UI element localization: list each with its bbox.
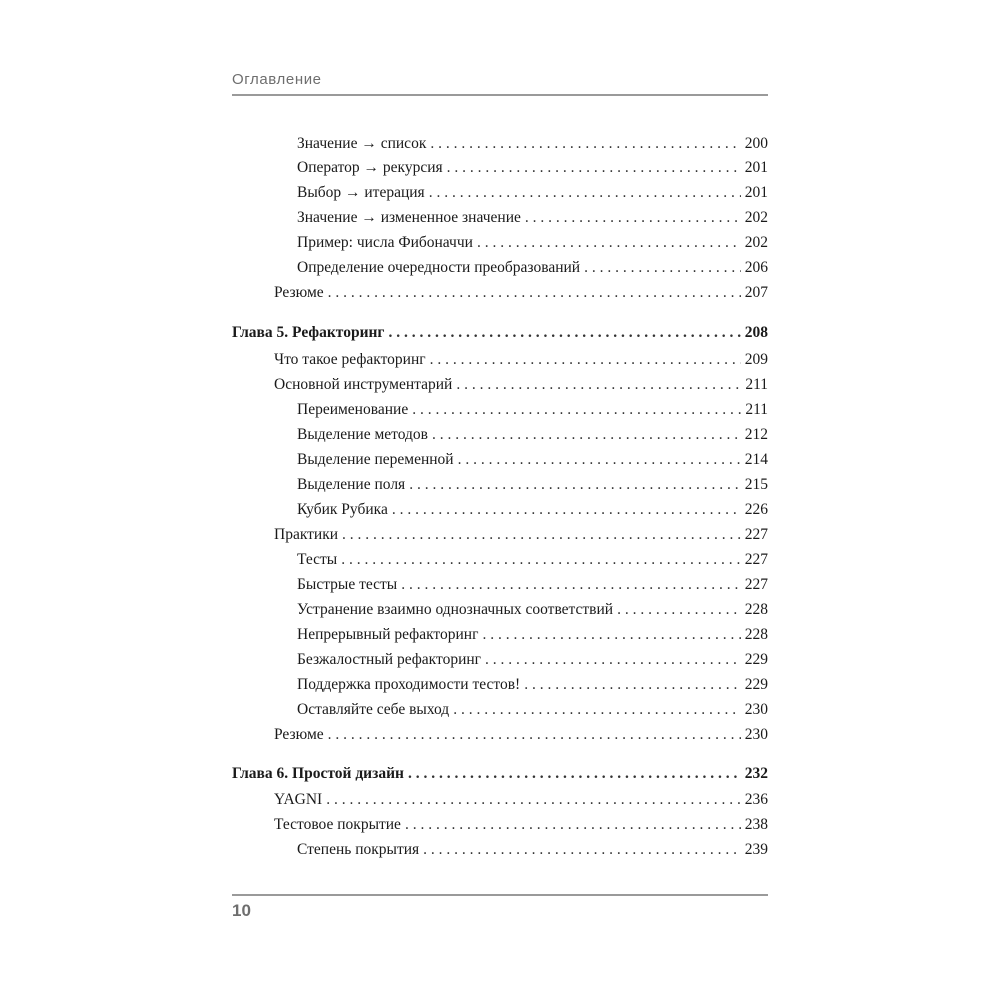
toc-entry-title: Тестовое покрытие <box>274 816 401 833</box>
toc-entry-title: Выделение поля <box>297 476 406 493</box>
toc-chapter-page: 232 <box>744 765 768 782</box>
toc-entry-page: 238 <box>744 816 768 833</box>
dot-leader <box>430 349 741 371</box>
toc-entry-page: 227 <box>744 576 768 593</box>
toc-entry-page: 201 <box>744 159 768 176</box>
dot-leader <box>388 322 740 344</box>
dot-leader <box>328 724 741 746</box>
toc-entry[interactable] <box>232 349 768 371</box>
toc-entry-page: 226 <box>744 501 768 518</box>
toc-entry-page: 236 <box>744 791 768 808</box>
dot-leader <box>524 674 741 696</box>
toc-entry[interactable] <box>232 232 768 254</box>
toc-entry-page: 227 <box>744 526 768 543</box>
toc-entry[interactable] <box>232 724 768 746</box>
toc-entry[interactable] <box>232 599 768 621</box>
footer-rule <box>232 894 768 896</box>
toc-entry-page: 202 <box>744 209 768 226</box>
toc-entry[interactable] <box>232 424 768 446</box>
toc-entry[interactable] <box>232 789 768 811</box>
dot-leader <box>432 424 741 446</box>
toc-entry-page: 228 <box>744 626 768 643</box>
toc-entry-page: 214 <box>744 451 768 468</box>
dot-leader <box>482 624 740 646</box>
toc-entry-title: Переименование <box>297 401 409 418</box>
toc-entry[interactable] <box>232 157 768 179</box>
toc-chapter-page: 208 <box>744 324 768 341</box>
dot-leader <box>453 699 741 721</box>
toc-entry-title: Резюме <box>274 284 324 301</box>
toc-entry-title: Степень покрытия <box>297 841 420 858</box>
toc-entry-title: YAGNI <box>274 791 323 808</box>
toc-entry-title: Пример: числа Фибоначчи <box>297 234 473 251</box>
toc-entry[interactable] <box>232 574 768 596</box>
toc-entry-page: 239 <box>744 841 768 858</box>
toc-entry-page: 228 <box>744 601 768 618</box>
toc-entry-page: 207 <box>744 284 768 301</box>
toc-entry-page: 230 <box>744 726 768 743</box>
toc-entry[interactable] <box>232 524 768 546</box>
toc-entry-title: Непрерывный рефакторинг <box>297 626 479 643</box>
toc-entry-title: Кубик Рубика <box>297 501 388 518</box>
toc-entry-title: Резюме <box>274 726 324 743</box>
dot-leader <box>458 449 741 471</box>
toc-chapter-title: Глава 5. Рефакторинг <box>232 324 385 341</box>
toc-entry-page: 215 <box>744 476 768 493</box>
toc-entry-title: Основной инструментарий <box>274 376 453 393</box>
toc-entry-page: 230 <box>744 701 768 718</box>
toc-entry[interactable] <box>232 474 768 496</box>
toc-entry-title: Устранение взаимно однозначных соответствий <box>297 601 614 618</box>
dot-leader <box>409 474 741 496</box>
dot-leader <box>617 599 741 621</box>
toc-entry[interactable] <box>232 207 768 229</box>
toc-entry-title: Выбор → итерация <box>297 184 425 201</box>
toc-entry-title: Значение → список <box>297 135 427 152</box>
dot-leader <box>430 133 740 155</box>
toc-entry-title: Поддержка проходимости тестов! <box>297 676 521 693</box>
toc-entry[interactable] <box>232 699 768 721</box>
toc-chapter[interactable] <box>232 322 768 344</box>
running-header: Оглавление <box>232 71 322 88</box>
toc-entry-title: Быстрые тесты <box>297 576 398 593</box>
dot-leader <box>328 282 741 304</box>
toc-entry-title: Оставляйте себе выход <box>297 701 450 718</box>
dot-leader <box>477 232 741 254</box>
dot-leader <box>525 207 741 229</box>
dot-leader <box>429 182 741 204</box>
toc-entry-title: Тесты <box>297 551 338 568</box>
toc-entry-title: Практики <box>274 526 339 543</box>
toc-entry-page: 227 <box>744 551 768 568</box>
toc-entry[interactable] <box>232 399 768 421</box>
toc-entry[interactable] <box>232 257 768 279</box>
dot-leader <box>412 399 741 421</box>
dot-leader <box>447 157 741 179</box>
toc-entry-title: Выделение переменной <box>297 451 454 468</box>
toc-entry-title: Что такое рефакторинг <box>274 351 426 368</box>
dot-leader <box>341 549 741 571</box>
toc-entry-page: 212 <box>744 426 768 443</box>
toc-chapter[interactable] <box>232 763 768 785</box>
dot-leader <box>456 374 741 396</box>
toc-entry[interactable] <box>232 549 768 571</box>
toc-entry-page: 206 <box>744 259 768 276</box>
toc-entry-title: Безжалостный рефакторинг <box>297 651 482 668</box>
toc-entry[interactable] <box>232 133 768 155</box>
toc-chapter-title: Глава 6. Простой дизайн <box>232 765 404 782</box>
dot-leader <box>584 257 741 279</box>
toc-entry[interactable] <box>232 374 768 396</box>
dot-leader <box>408 763 741 785</box>
dot-leader <box>423 839 741 861</box>
toc-entry[interactable] <box>232 814 768 836</box>
toc-entry[interactable] <box>232 182 768 204</box>
toc-entry-page: 211 <box>745 401 768 418</box>
dot-leader <box>485 649 741 671</box>
dot-leader <box>401 574 741 596</box>
toc-entry[interactable] <box>232 649 768 671</box>
page-number: 10 <box>232 901 251 920</box>
toc-entry-page: 229 <box>744 651 768 668</box>
toc-entry-page: 200 <box>744 135 768 152</box>
dot-leader <box>392 499 741 521</box>
toc-entry-title: Выделение методов <box>297 426 428 443</box>
toc-entry-title: Оператор → рекурсия <box>297 159 443 176</box>
dot-leader <box>326 789 741 811</box>
toc-entry[interactable] <box>232 282 768 304</box>
toc-entry[interactable] <box>232 839 768 861</box>
table-of-contents <box>232 0 768 1000</box>
toc-entry-title: Определение очередности преобразований <box>297 259 581 276</box>
toc-entry[interactable] <box>232 499 768 521</box>
toc-entry-page: 202 <box>744 234 768 251</box>
toc-entry-title: Значение → измененное значение <box>297 209 521 226</box>
toc-entry-page: 209 <box>744 351 768 368</box>
toc-entry[interactable] <box>232 674 768 696</box>
toc-entry[interactable] <box>232 449 768 471</box>
toc-entry-page: 201 <box>744 184 768 201</box>
toc-entry[interactable] <box>232 624 768 646</box>
toc-entry-page: 211 <box>745 376 768 393</box>
dot-leader <box>405 814 741 836</box>
dot-leader <box>342 524 741 546</box>
toc-entry-page: 229 <box>744 676 768 693</box>
